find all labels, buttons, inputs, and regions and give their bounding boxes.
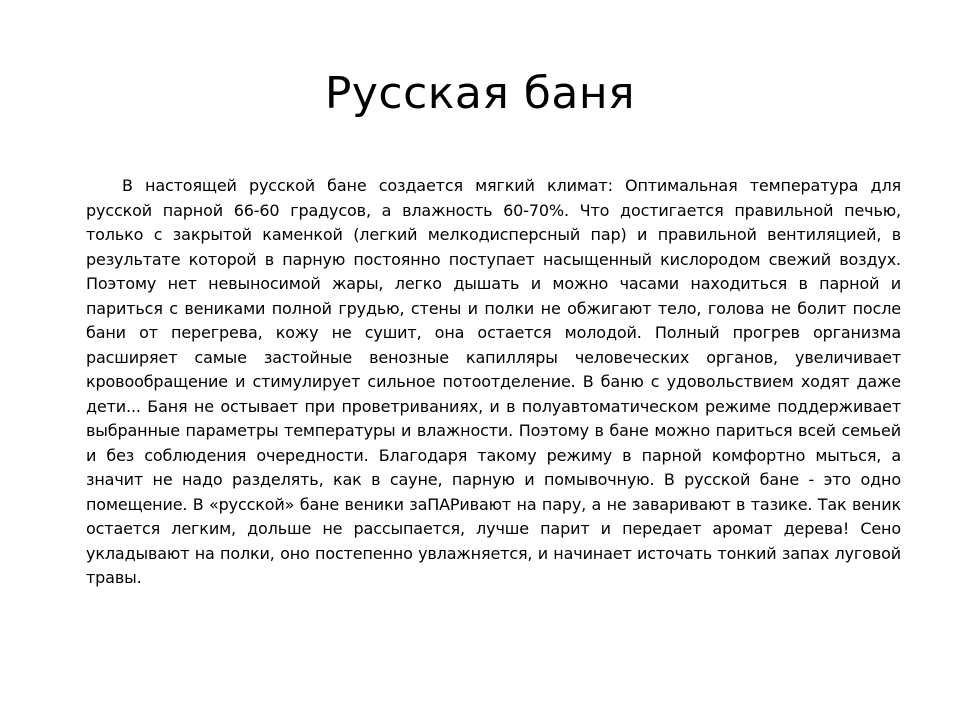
slide-body-text: В настоящей русской бане создается мягкий климат: Оптимальная температура для русской парной 66-60 градусов, а влажность 60-70%. Что достигается правильной печью, только с закрытой каменкой (легкий мелкодисперсный пар) и правильной вентиляцией, в результате которой в парную постоянно поступает насыщенный кислородом свежий воздух. Поэтому нет невыносимой жары, легко дышать и можно часами находиться в парной и париться с вениками полной грудью, стены и полки не обжигают тело, голова не болит после бани от перегрева, кожу не сушит, она остается молодой. Полный прогрев организма расширяет самые застойные венозные капилляры человеческих органов, увеличивает кровообращение и стимулирует сильное потоотделение. В баню с удовольствием ходят даже дети... Баня не остывает при проветриваниях, и в полуавтоматическом режиме поддерживает выбранные параметры температуры и влажности. Поэтому в бане можно париться всей семьей и без соблюдения очередности. Благодаря такому режиму в парной комфортно мыться, а значит не надо разделять, как в сауне, парную и помывочную. В русской бане - это одно помещение. В «русской» бане веники заПАРивают на пару, а не заваривают в тазике. Так веник остается легким, дольше не рассыпается, лучше парит и передает аромат дерева! Сено укладывают на полки, оно постепенно увлажняется, и начинает источать тонкий запах луговой травы. [86,176,901,587]
slide-title: Русская баня [324,68,636,119]
